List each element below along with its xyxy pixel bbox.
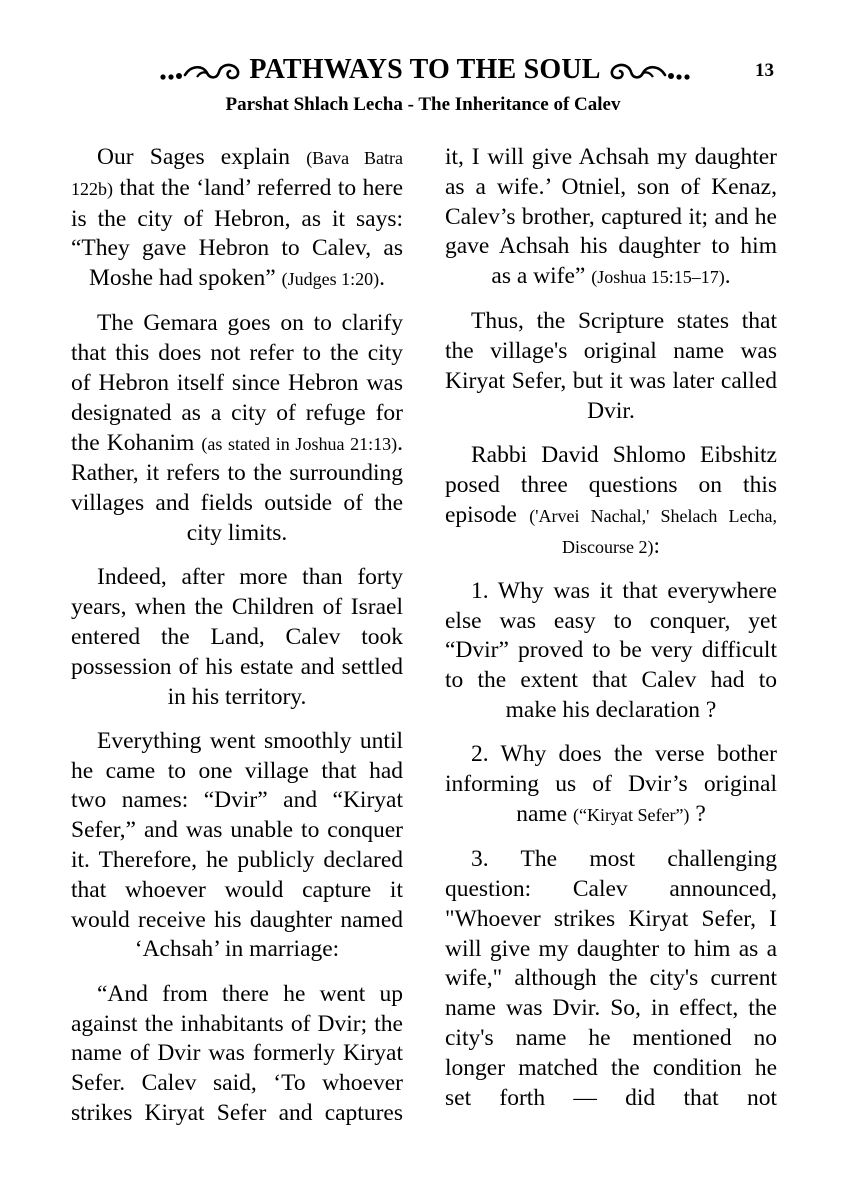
right-column	[445, 143, 777, 1128]
paragraph: it, I will give Achsah my daughter as a wife.’ Otniel, son of Kenaz, Calev’s brother, captured it; and he gave Achsah his daughter to him as a wife” (Joshua 15:15–17).	[445, 144, 777, 290]
right-flourish-icon	[605, 57, 693, 83]
question-paragraph: 3. The most challenging question: Calev announced, "Whoever strikes Kiryat Sefer, I will give my daughter to him as a wife," although the city's current name was Dvir. So, in effect, the city's name he mentioned no longer matched the condition he set forth — did that not	[445, 846, 777, 1111]
page-title: PATHWAYS TO THE SOUL	[249, 54, 601, 85]
paragraph: “And from there he went up against the inhabitants of Dvir; the name of Dvir was formerly Kiryat Sefer. Calev said, ‘To whoever strikes Kiryat Sefer and captures	[71, 980, 403, 1126]
paragraph: Thus, the Scripture states that the village's original name was Kiryat Sefer, but it was later called Dvir.	[445, 308, 777, 424]
citation: (Judges 1:20)	[281, 269, 380, 290]
page-header	[0, 52, 846, 92]
left-column	[71, 143, 403, 1143]
paragraph: Rabbi David Shlomo Eibshitz posed three questions on this episode ('Arvei Nachal,' Shelach Lecha, Discourse 2):	[445, 442, 777, 559]
citation: (as stated in Joshua 21:13)	[201, 433, 398, 454]
paragraph: Our Sages explain (Bava Batra 122b) that the ‘land’ referred to here is the city of Hebron, as it says: “They gave Hebron to Calev, as Moshe had spoken” (Judges 1:20).	[71, 144, 403, 292]
citation: (“Kiryat Sefer”)	[573, 804, 690, 825]
citation: ('Arvei Nachal,' Shelach Lecha, Discourse 2)	[529, 505, 777, 557]
paragraph: Indeed, after more than forty years, when the Children of Israel entered the Land, Calev took possession of his estate and settled in his territory.	[71, 564, 403, 710]
citation: (Bava Batra 122b)	[71, 148, 403, 199]
page-subtitle: Parshat Shlach Lecha - The Inheritance of Calev	[225, 94, 621, 115]
question-paragraph: 1. Why was it that everywhere else was easy to conquer, yet “Dvir” proved to be very difficult to the extent that Calev had to make his declaration ?	[445, 577, 777, 724]
left-flourish-icon	[157, 57, 245, 83]
paragraph: The Gemara goes on to clarify that this does not refer to the city of Hebron itself since Hebron was designated as a city of refuge for the Kohanim (as stated in Joshua 21:13). Rather, it refers to the surrounding villages and fields outside of the city limits.	[71, 310, 404, 547]
paragraph: Everything went smoothly until he came to one village that had two names: “Dvir” and “Kiryat Sefer,” and was unable to conquer it. Therefore, he publicly declared that whoever would capture it would receive his daughter named ‘Achsah’ in marriage:	[71, 727, 403, 963]
title-row	[130, 52, 720, 88]
question-paragraph: 2. Why does the verse bother informing us of Dvir’s original name (“Kiryat Sefer”) ?	[445, 741, 777, 827]
page-number: 13	[755, 60, 774, 81]
citation: (Joshua 15:15–17)	[591, 267, 725, 288]
